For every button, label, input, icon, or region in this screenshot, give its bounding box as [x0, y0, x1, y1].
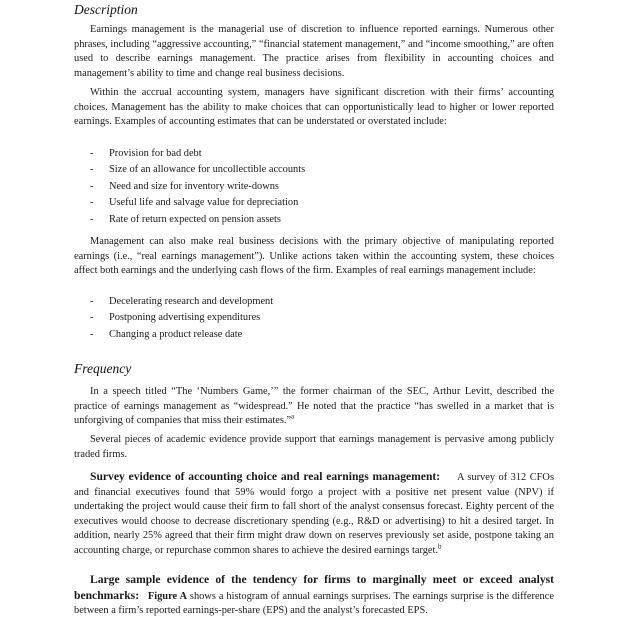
list-item: - Decelerating research and development	[90, 294, 273, 310]
figure-a-reference: Figure A	[147, 590, 187, 602]
bullet-dash: -	[90, 148, 94, 159]
bullet-dash: -	[90, 197, 94, 209]
footnote-marker-b: b	[438, 542, 442, 551]
list-item: - Postponing advertising expenditures	[90, 310, 273, 326]
list-item: - Provision for bad debt	[90, 146, 305, 162]
bullet-dash: -	[90, 328, 94, 340]
bullet-dash: -	[90, 164, 94, 176]
list-item: - Size of an allowance for uncollectible accounts	[90, 162, 305, 178]
section-heading-description: Description	[74, 2, 138, 17]
list-item: - Useful life and salvage value for depreciation	[90, 195, 305, 211]
list-item: - Changing a product release date	[90, 327, 273, 343]
survey-evidence-title: Survey evidence of accounting choice and real earnings management:	[90, 470, 441, 483]
frequency-paragraph-1: In a speech titled “The ‘Numbers Game,’” the former chairman of the SEC, Arthur Levitt, described the practice of earnings management as “widespread.” He noted that the practice “has swelled in a market that is unforgiving of companies that miss their estimates.”$^a$	[74, 386, 554, 426]
list-item: - Rate of return expected on pension assets	[90, 212, 305, 228]
section-heading-frequency: Frequency	[74, 361, 132, 376]
large-sample-evidence-paragraph: Large sample evidence of the tendency for firms to marginally meet or exceed analyst benchmarks: Figure A shows a histogram of annual earnings surprises. The earnings surprise is the difference between a firm’s reported earnings-per-share (EPS) and the analyst’s forecasted EPS.	[74, 573, 554, 616]
footnote-marker-a: a	[291, 412, 295, 421]
bullet-dash: -	[90, 312, 94, 324]
bullet-dash: -	[90, 180, 94, 192]
survey-evidence-paragraph: Survey evidence of accounting choice and real earnings management: A survey of 312 CFOs and financial executives found that 59% would forgo a project with a positive net present value (NPV) if undertaking the project would cause their firm to fall short of the analyst consensus forecast. Eighty percent of the executives would choose to decrease discretionary spending (e.g., R&D or advertising) to hit a desired target. In addition, nearly 25% agreed that their firm might draw down on reserves previously set aside, postpone taking an accounting charge, or repurchase common shares to achieve the desired earnings target.$^b$	[74, 470, 554, 556]
real-earnings-examples-list	[90, 294, 273, 343]
description-paragraph-1: Earnings management is the managerial use of discretion to influence reported earnings. Numerous other phrases, including “aggressive accounting,” “financial statement management,” and “income smoothing,” are often used to describe earnings management. The practice arises from flexibility in accounting choices and management’s ability to time and change real business decisions.	[74, 24, 554, 79]
description-paragraph-3: Management can also make real business decisions with the primary objective of manipulating reported earnings (i.e., “real earnings management”). Unlike actions taken within the accounting system, these choices affect both earnings and the underlying cash flows of the firm. Examples of real earnings management include:	[74, 236, 554, 276]
bullet-dash: -	[90, 213, 94, 225]
frequency-paragraph-2: Several pieces of academic evidence provide support that earnings management is pervasive among publicly traded firms.	[74, 434, 554, 460]
list-item: - Need and size for inventory write-downs	[90, 179, 305, 195]
large-sample-evidence-title: Large sample evidence of the tendency for firms to marginally meet or exceed analyst benchmarks:	[74, 573, 554, 602]
description-paragraph-2: Within the accrual accounting system, managers have significant discretion with their firms’ accounting choices. Management has the ability to make choices that can opportunistically lead to higher or lower reported earnings. Examples of accounting estimates that can be understated or overstated include:	[74, 87, 554, 127]
bullet-dash: -	[90, 296, 94, 307]
accounting-estimates-list	[90, 146, 305, 228]
